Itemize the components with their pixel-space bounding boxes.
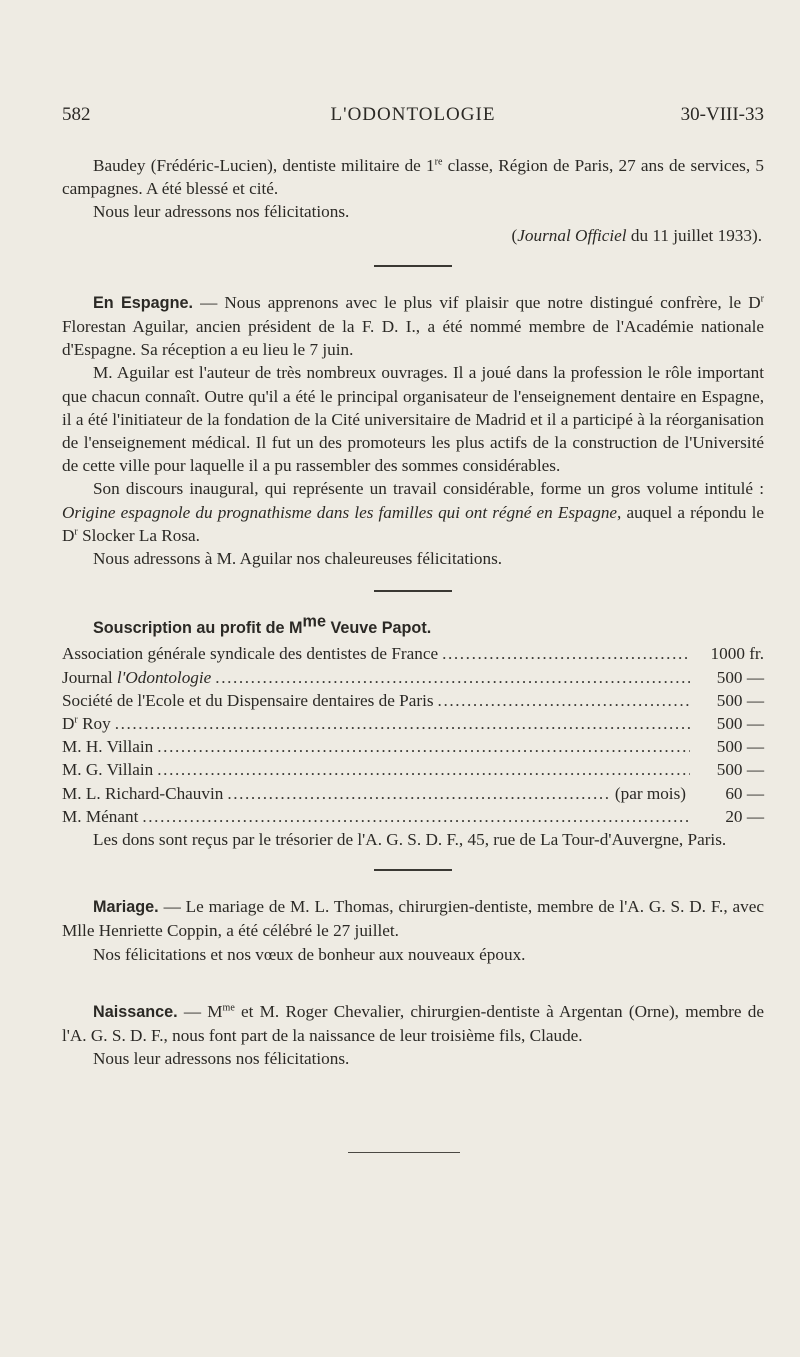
- donation-row: [62, 712, 764, 735]
- naissance-paragraph: Naissance. — $M^{me}$ et M. Roger Chevalier, chirurgien-dentiste à Argentan (Orne), membre de l'A. G. S. D. F., nous font part de la naissance de leur troisième fils, Claude.: [62, 1001, 764, 1045]
- donor-name: Société de l'Ecole et du Dispensaire dentaires de Paris: [62, 690, 434, 710]
- espagne-paragraph-2: M. Aguilar est l'auteur de très nombreux ouvrages. Il a joué dans la profession le rôle important que chacun connaît. Outre qu'il a été le principal organisateur de l'enseignement dentaire en Espagne, il a été l'initiateur de la fondation de la Cité universitaire de Madrid et il a participé à la réorganisation de l'enseignement médical. Il fut un des promoteurs les plus actifs de la construction de l'Université de cette ville pour laquelle il a pu rassembler des sommes considérables.: [62, 363, 764, 476]
- donation-row: [62, 689, 764, 712]
- donation-row: [62, 666, 764, 689]
- source-citation: (Journal Officiel du 11 juillet 1933).: [511, 225, 762, 245]
- donor-name: $D^r$ Roy: [62, 714, 111, 734]
- mariage-paragraph: Mariage. — Le mariage de M. L. Thomas, chirurgien-dentiste, membre de l'A. G. S. D. F., avec Mlle Henriette Coppin, a été célébré le 27 juillet.: [62, 897, 764, 941]
- donation-row: [62, 758, 764, 781]
- end-rule: [348, 1152, 460, 1153]
- section-divider: [374, 869, 452, 871]
- leader-dots: [438, 689, 690, 712]
- donation-amount: 20 —: [725, 806, 764, 826]
- section-divider: [374, 265, 452, 267]
- leader-dots: [227, 782, 611, 805]
- section-divider: [374, 590, 452, 592]
- donor-name: M. H. Villain: [62, 737, 154, 757]
- naissance-congrats: Nous leur adressons nos félicitations.: [93, 1049, 350, 1069]
- donation-amount: 500 —: [716, 667, 764, 687]
- leader-dots: [157, 735, 690, 758]
- donor-name: Journal l'Odontologie: [62, 667, 212, 687]
- souscription-heading: Souscription au profit de $M^{me}$ Veuve Papot.: [93, 612, 432, 638]
- section-gap: [62, 966, 764, 1000]
- section-heading-mariage: Mariage.: [93, 898, 159, 917]
- issue-date: 30-VIII-33: [680, 104, 764, 125]
- donation-row: [62, 805, 764, 828]
- intro-paragraph: Baudey (Frédéric-Lucien), dentiste militaire de 1re classe, Région de Paris, 27 ans de services, 5 campagnes. A été blessé et cité.: [62, 156, 764, 199]
- mariage-congrats: Nos félicitations et nos vœux de bonheur aux nouveaux époux.: [93, 944, 526, 964]
- donation-amount: 500 —: [716, 737, 764, 757]
- leader-dots: [157, 758, 690, 781]
- running-header: [62, 104, 764, 134]
- donation-amount: 500 —: [716, 690, 764, 710]
- journal-title: L'ODONTOLOGIE: [330, 104, 496, 125]
- donation-amount: 500 —: [716, 714, 764, 734]
- leader-dots: [215, 666, 690, 689]
- leader-dots: [115, 712, 690, 735]
- donation-row: [62, 782, 764, 805]
- donor-name: M. L. Richard-Chauvin: [62, 783, 224, 803]
- leader-dots: [442, 642, 690, 665]
- donor-name: Association générale syndicale des dentistes de France: [62, 644, 439, 664]
- donor-name: M. Ménant: [62, 806, 139, 826]
- section-heading-espagne: En Espagne.: [93, 293, 193, 312]
- donation-amount: 1000 fr.: [710, 644, 764, 664]
- page-number: 582: [62, 104, 91, 125]
- intro-congrats: Nous leur adressons nos félicitations.: [93, 202, 350, 222]
- donation-amount: 60 —: [725, 783, 764, 803]
- donation-amount: 500 —: [716, 760, 764, 780]
- donation-row: [62, 735, 764, 758]
- donation-note: (par mois): [614, 783, 686, 803]
- souscription-footer: Les dons sont reçus par le trésorier de l'A. G. S. D. F., 45, rue de La Tour-d'Auvergne, Paris.: [93, 829, 727, 849]
- article-body: [62, 154, 764, 1070]
- donation-list: [62, 642, 764, 828]
- espagne-paragraph-1: En Espagne. — Nous apprenons avec le plus vif plaisir que notre distingué confrère, le $D^r$ Florestan Aguilar, ancien président de la F. D. I., a été nommé membre de l'Académie nationale d'Espagne. Sa réception a eu lieu le 7 juin.: [62, 292, 764, 360]
- section-heading-naissance: Naissance.: [93, 1002, 178, 1021]
- espagne-paragraph-4: Nous adressons à M. Aguilar nos chaleureuses félicitations.: [93, 549, 503, 569]
- leader-dots: [142, 805, 690, 828]
- donor-name: M. G. Villain: [62, 760, 154, 780]
- espagne-paragraph-3: Son discours inaugural, qui représente un travail considérable, forme un gros volume intitulé : Origine espagnole du prognathisme dans les familles qui ont régné en Espagne, auquel a répondu le $D^r$ Slocker La Rosa.: [62, 479, 764, 545]
- donation-row: [62, 642, 764, 665]
